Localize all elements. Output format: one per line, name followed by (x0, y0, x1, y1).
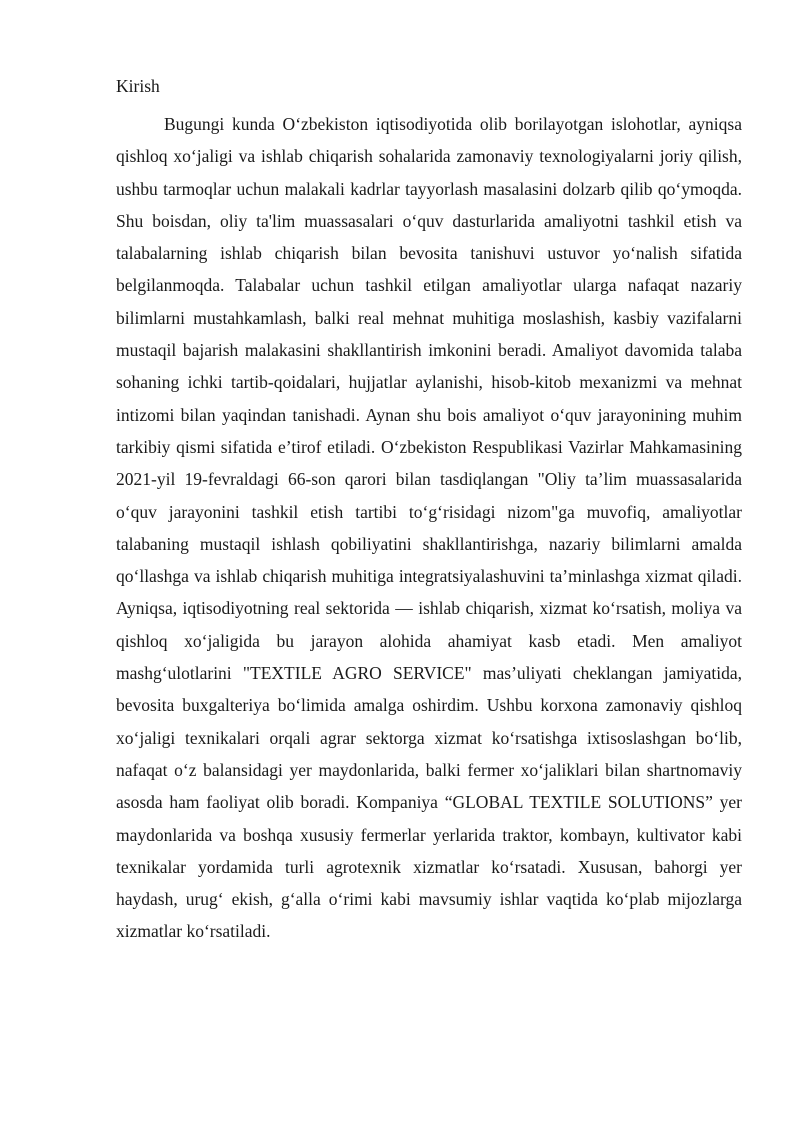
section-heading: Kirish (116, 76, 160, 96)
body-paragraph: Bugungi kunda O‘zbekiston iqtisodiyotida olib borilayotgan islohotlar, ayniqsa qishloq xo‘jaligi va ishlab chiqarish sohalarida zamonaviy texnologiyalarni joriy qilish, ushbu tarmoqlar uchun malakali kadrlar tayyorlash masalasini dolzarb qilib qo‘ymoqda. Shu boisdan, oliy ta'lim muassasalari o‘quv dasturlarida amaliyotni tashkil etish va talabalarning ishlab chiqarish bilan bevosita tanishuvi ustuvor yo‘nalish sifatida belgilanmoqda. Talabalar uchun tashkil etilgan amaliyotlar ularga nafaqat nazariy bilimlarni mustahkamlash, balki real mehnat muhitiga moslashish, kasbiy vazifalarni mustaqil bajarish malakasini shakllantirish imkonini beradi. Amaliyot davomida talaba sohaning ichki tartib-qoidalari, hujjatlar aylanishi, hisob-kitob mexanizmi va mehnat intizomi bilan yaqindan tanishadi. Aynan shu bois amaliyot o‘quv jarayonining muhim tarkibiy qismi sifatida e’tirof etiladi. O‘zbekiston Respublikasi Vazirlar Mahkamasining 2021-yil 19-fevraldagi 66-son qarori bilan tasdiqlangan "Oliy ta’lim muassasalarida o‘quv jarayonini tashkil etish tartibi to‘g‘risidagi nizom"ga muvofiq, amaliyotlar talabaning mustaqil ishlash qobiliyatini shakllantirishga, nazariy bilimlarni amalda qo‘llashga va ishlab chiqarish muhitiga integratsiyalashuvini ta’minlashga xizmat qiladi. Ayniqsa, iqtisodiyotning real sektorida — ishlab chiqarish, xizmat ko‘rsatish, moliya va qishloq xo‘jaligida bu jarayon alohida ahamiyat kasb etadi. Men amaliyot mashg‘ulotlarini "TEXTILE AGRO SERVICE" mas’uliyati cheklangan jamiyatida, bevosita buxgalteriya bo‘limida amalga oshirdim. Ushbu korxona zamonaviy qishloq xo‘jaligi texnikalari orqali agrar sektorga xizmat ko‘rsatishga ixtisoslashgan bo‘lib, nafaqat o‘z balansidagi yer maydonlarida, balki fermer xo‘jaliklari bilan shartnomaviy asosda ham faoliyat olib boradi. Kompaniya “GLOBAL TEXTILE SOLUTIONS” yer maydonlarida va boshqa xususiy fermerlar yerlarida traktor, kombayn, kultivator kabi texnikalar yordamida turli agrotexnik xizmatlar ko‘rsatadi. Xususan, bahorgi yer haydash, urug‘ ekish, g‘alla o‘rimi kabi mavsumiy ishlar vaqtida ko‘plab mijozlarga xizmatlar ko‘rsatiladi. (116, 114, 742, 942)
document-page (116, 74, 742, 948)
